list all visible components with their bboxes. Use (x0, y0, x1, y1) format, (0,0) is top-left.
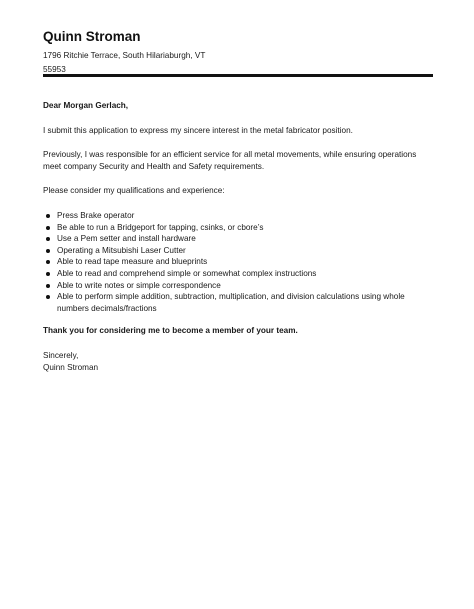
list-item (43, 210, 435, 222)
letter-body (43, 100, 435, 373)
list-item-text: Able to perform simple addition, subtraction, multiplication, and division calculations using whole numbers decimals/fractions (57, 292, 405, 313)
intro-paragraph: I submit this application to express my sincere interest in the metal fabricator position. (43, 125, 353, 135)
qualifications-list (43, 210, 435, 314)
header-divider (43, 74, 433, 77)
bullet-icon (46, 214, 50, 218)
list-item (43, 280, 435, 292)
bullet-icon (46, 260, 50, 264)
list-item-text: Able to read tape measure and blueprints (57, 257, 208, 267)
salutation: Dear Morgan Gerlach, (43, 101, 129, 110)
qualifications-intro: Please consider my qualifications and experience: (43, 186, 225, 196)
address-line-2: 55953 (43, 65, 66, 74)
list-item (43, 291, 435, 314)
bullet-icon (46, 237, 50, 241)
list-item-text: Able to write notes or simple correspondence (57, 280, 221, 290)
bullet-icon (46, 249, 50, 253)
letter-header (43, 28, 433, 77)
list-item-text: Able to read and comprehend simple or somewhat complex instructions (57, 268, 317, 278)
list-item (43, 245, 435, 257)
bullet-icon (46, 272, 50, 276)
list-item (43, 256, 435, 268)
bullet-icon (46, 295, 50, 299)
list-item (43, 233, 435, 245)
list-item-text: Use a Pem setter and install hardware (57, 234, 196, 244)
thanks-line: Thank you for considering me to become a member of your team. (43, 326, 298, 336)
list-item (43, 268, 435, 280)
list-item-text: Press Brake operator (57, 210, 135, 220)
signature: Quinn Stroman (43, 362, 99, 372)
experience-paragraph: Previously, I was responsible for an efficient service for all metal movements, while ensuring operations meet company Security and Health and Safety requirements. (43, 150, 417, 171)
list-item (43, 222, 435, 234)
bullet-icon (46, 226, 50, 230)
list-item-text: Operating a Mitsubishi Laser Cutter (57, 245, 186, 255)
sender-address (43, 49, 433, 77)
closing: Sincerely, (43, 350, 79, 360)
bullet-icon (46, 284, 50, 288)
sender-name: Quinn Stroman (43, 29, 141, 44)
list-item-text: Be able to run a Bridgeport for tapping, csinks, or cbore’s (57, 222, 264, 232)
address-line-1: 1796 Ritchie Terrace, South Hilariaburgh, VT (43, 51, 206, 60)
